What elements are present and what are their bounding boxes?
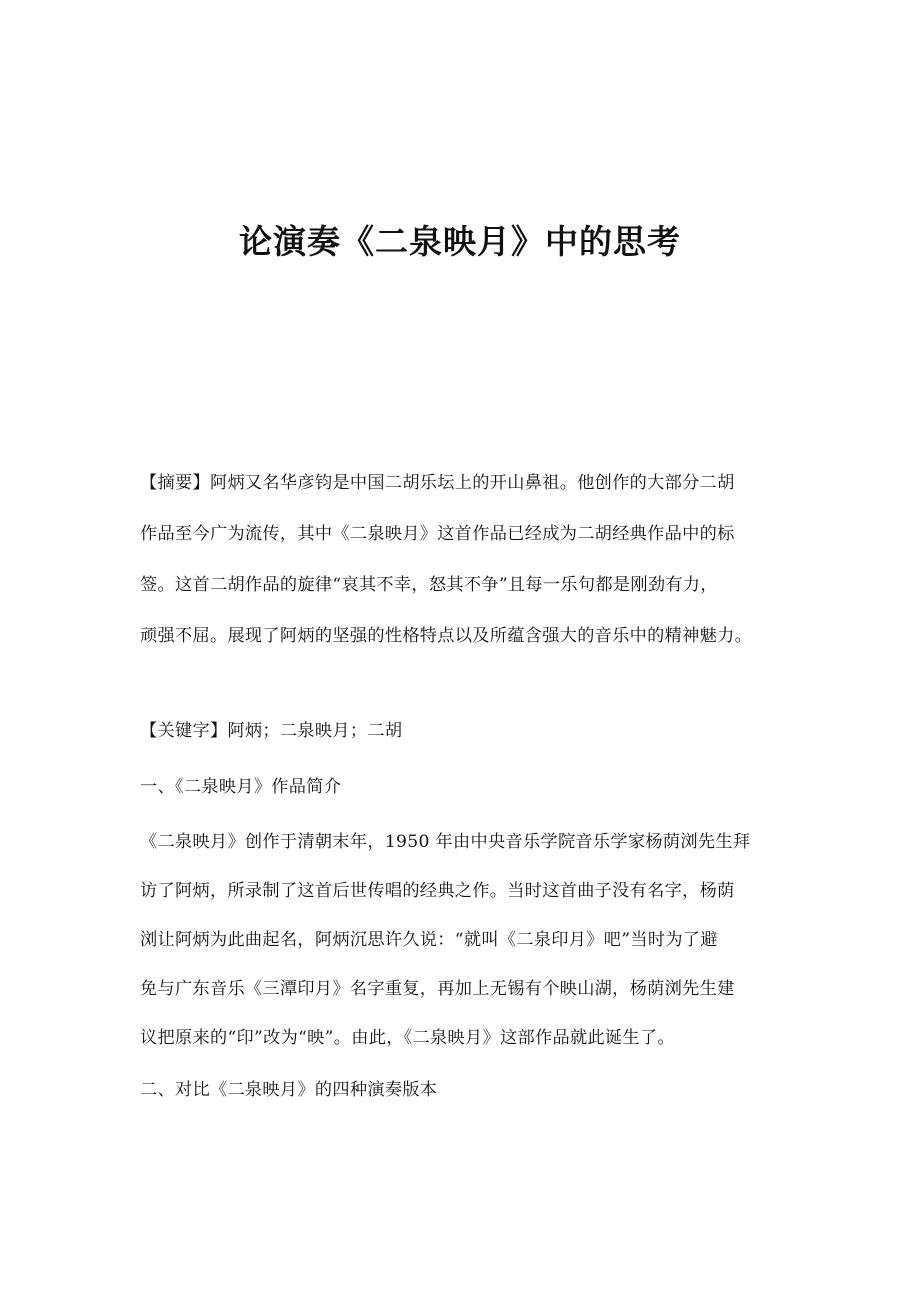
section-2-heading (140, 1076, 790, 1105)
section-heading-text: 一、《二泉映月》作品简介 (140, 777, 342, 797)
abstract-paragraph (140, 469, 790, 651)
body-line: 访了阿炳，所录制了这首后世传唱的经典之作。当时这首曲子没有名字，杨荫 (140, 881, 735, 901)
body-line: 浏让阿炳为此曲起名，阿炳沉思许久说：“就叫《二泉印月》吧”当时为了避 (140, 930, 718, 950)
body-line: 议把原来的“印”改为“映”。由此，《二泉映月》这部作品就此诞生了。 (140, 1028, 675, 1048)
abstract-line: 签。这首二胡作品的旋律“哀其不幸，怒其不争”且每一乐句都是刚劲有力， (140, 575, 718, 595)
abstract-line: 【摘要】阿炳又名华彦钧是中国二胡乐坛上的开山鼻祖。他创作的大部分二胡 (140, 473, 735, 493)
abstract-line: 作品至今广为流传，其中《二泉映月》这首作品已经成为二胡经典作品中的标 (140, 524, 735, 544)
keywords-line (140, 717, 790, 746)
body-line: 免与广东音乐《三潭印月》名字重复，再加上无锡有个映山湖，杨荫浏先生建 (140, 979, 735, 999)
abstract-line: 顽强不屈。展现了阿炳的坚强的性格特点以及所蕴含强大的音乐中的精神魅力。 (140, 626, 753, 646)
section-heading-text: 二、对比《二泉映月》的四种演奏版本 (140, 1080, 438, 1100)
keywords-text: 【关键字】阿炳；二泉映月；二胡 (140, 721, 403, 741)
section-1-heading (140, 773, 790, 802)
body-line: 《二泉映月》创作于清朝末年，1950 年由中央音乐学院音乐学家杨荫浏先生拜 (140, 832, 751, 852)
document-title: 论演奏《二泉映月》中的思考 (239, 222, 681, 261)
section-1-paragraph (140, 828, 790, 1053)
